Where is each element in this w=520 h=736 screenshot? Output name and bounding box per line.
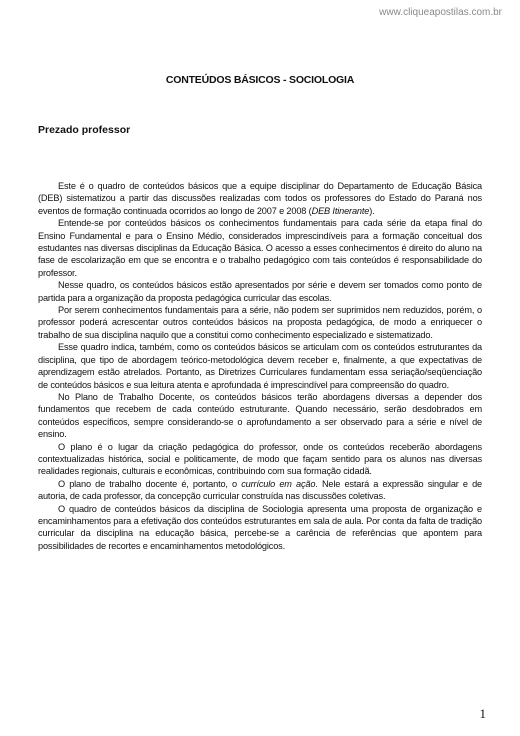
page-number: 1 (479, 706, 486, 721)
text-segment: O plano de trabalho docente é, portanto, o (58, 478, 242, 489)
document-body (38, 180, 482, 552)
italic-segment: currículo em ação (241, 478, 316, 489)
body-paragraph (38, 217, 482, 279)
body-paragraph (38, 503, 482, 553)
text-segment: No Plano de Trabalho Docente, os conteúdos básicos terão abordagens diversas a depender dos fundamentos que recebem de cada conteúdo estruturante. Quando necessário, serão desdobrados em conteúdos específicos, sempre considerando-se o aprofundamento a ser observado para a série e nível de ensino. (38, 391, 482, 440)
italic-segment: DEB Itinerante (311, 205, 370, 216)
body-paragraph (38, 478, 482, 503)
text-segment: O quadro de conteúdos básicos da disciplina de Sociologia apresenta uma proposta de organização e encaminhamentos para a efetivação dos conteúdos estruturantes em sala de aula. Por conta da falta de tradição curricular da disciplina na educação básica, percebe-se a carência de referências que apontem para possibilidades de recortes e encaminhamentos metodológicos. (38, 503, 482, 551)
body-paragraph (38, 341, 482, 391)
text-segment: Este é o quadro de conteúdos básicos que a equipe disciplinar do Departamento de Educação Básica (DEB) sistematizou a partir das discussões realizadas com todos os professores do Estado do Paraná nos eventos de formação continuada ocorridos ao longo de 2007 e 2008 ( (38, 181, 482, 216)
text-segment: Esse quadro indica, também, como os conteúdos básicos se articulam com os conteúdos estruturantes da disciplina, que tipo de abordagem teórico-metodológica devem receber e, finalmente, a que expectativas de aprendizagem estão atrelados. Portanto, as Diretrizes Curriculares fundamentam essa seriação/seqüenciação de conteúdos básicos e sua leitura atenta e aprofundada é imprescindível para compreensão do quadro. (38, 342, 482, 390)
text-segment: ). (369, 205, 375, 216)
body-paragraph (38, 180, 482, 217)
body-paragraph (38, 279, 482, 304)
greeting-heading: Prezado professor (38, 124, 131, 136)
text-segment: Nesse quadro, os conteúdos básicos estão apresentados por série e devem ser tomados como ponto de partida para a organização da proposta pedagógica curricular das escolas. (38, 280, 482, 303)
text-segment: Por serem conhecimentos fundamentais para a série, não podem ser suprimidos nem reduzidos, porém, o professor poderá acrescentar outros conteúdos básicos na proposta pedagógica, de modo a enriquecer o trabalho de sua disciplina naquilo que a constitui como conhecimento especializado e sistematizado. (38, 305, 482, 340)
text-segment: O plano é o lugar da criação pedagógica do professor, onde os conteúdos receberão abordagens contextualizadas histórica, social e politicamente, de modo que façam sentido para os alunos nas diversas realidades regionais, culturais e econômicas, contribuindo com sua formação cidadã. (38, 441, 482, 477)
body-paragraph (38, 304, 482, 341)
body-paragraph (38, 391, 482, 441)
document-title: CONTEÚDOS BÁSICOS - SOCIOLOGIA (165, 74, 355, 86)
watermark-url: www.cliqueapostilas.com.br (379, 7, 502, 18)
text-segment: . Nele estará a expressão singular e de autoria, de cada professor, da concepção curricular construída nas discussões coletivas. (38, 478, 482, 502)
body-paragraph (38, 441, 482, 478)
text-segment: Entende-se por conteúdos básicos os conhecimentos fundamentais para cada série da etapa final do Ensino Fundamental e para o Ensino Médio, considerados imprescindíveis para a formação conceitual dos estudantes nas diversas disciplinas da Educação Básica. O acesso a esses conhecimentos é direito do aluno na fase de escolarização em que se encontra e o trabalho pedagógico com tais conteúdos é responsabilidade do professor. (38, 218, 482, 278)
